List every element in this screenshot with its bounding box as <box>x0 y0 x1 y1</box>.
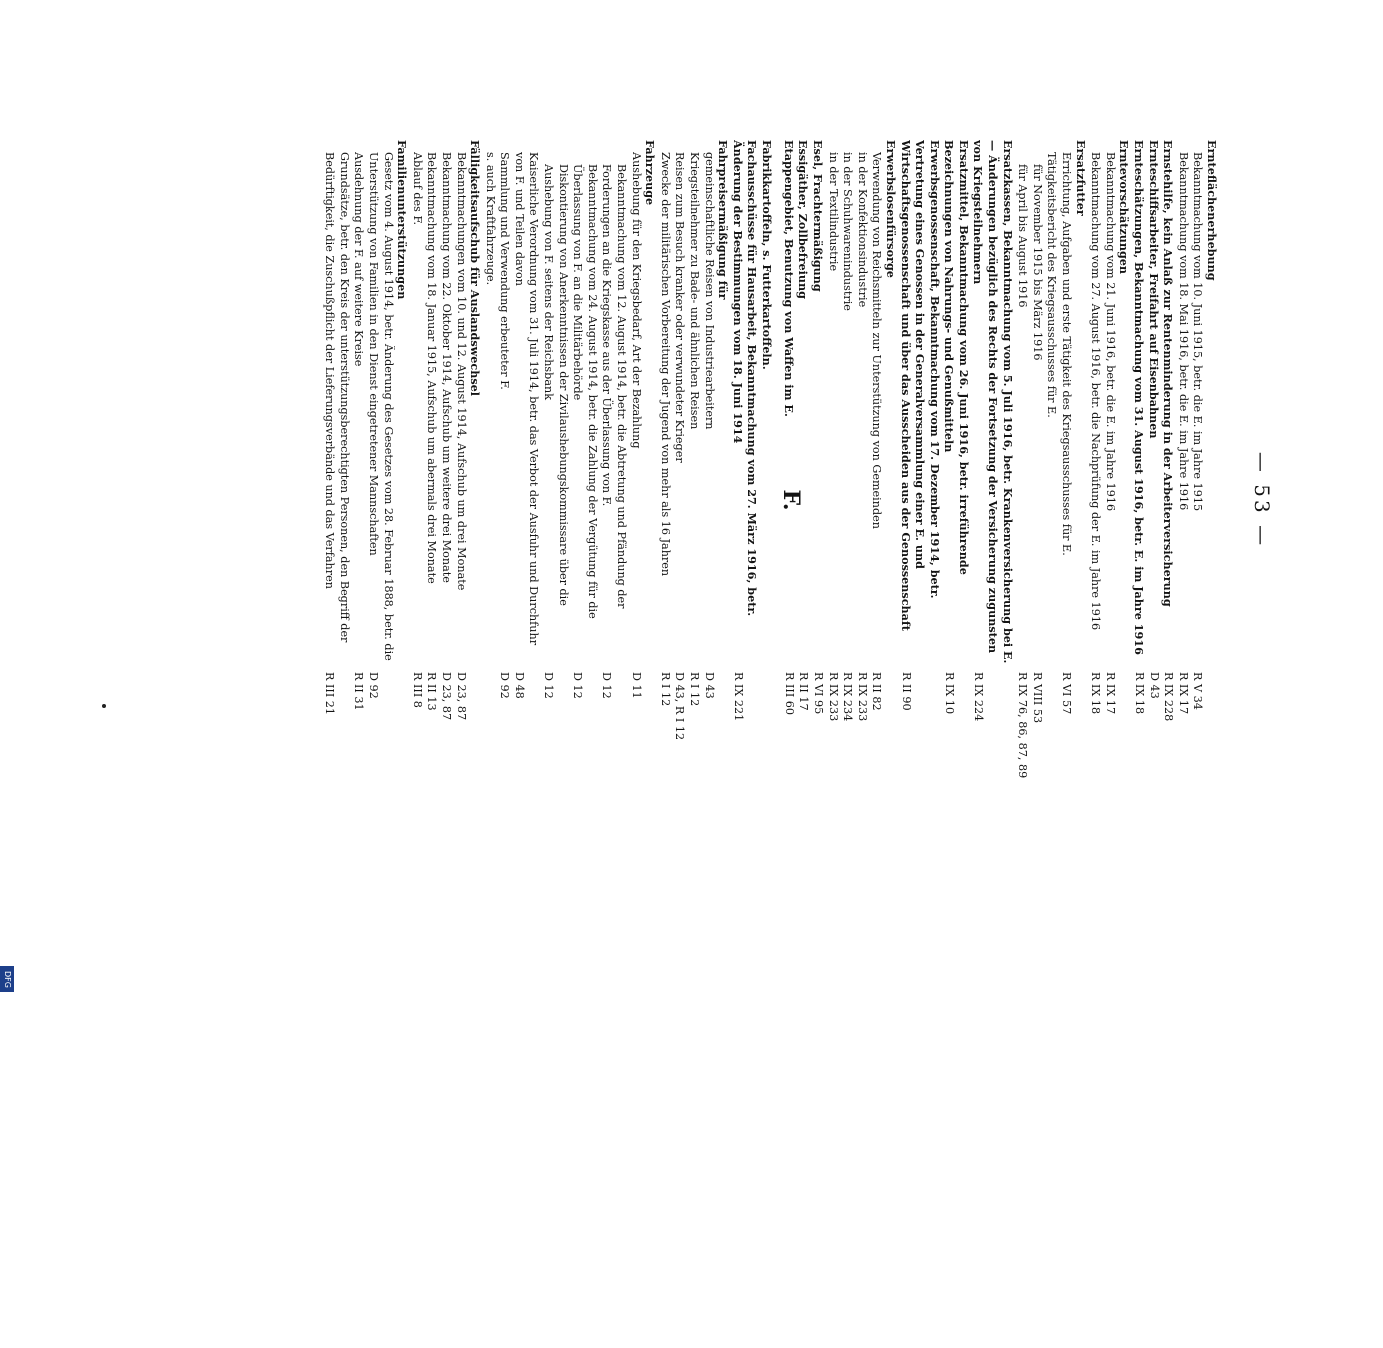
entry-text: Ernstehilfe, kein Anlaß zur Rentenminderung in der Arbeiterversicherung <box>1161 140 1176 607</box>
entry-text: Verwendung von Reichsmitteln zur Unterstützung von Gemeinden <box>870 152 884 529</box>
entry-reference: D 12 <box>542 672 556 699</box>
entry-reference: R IX 18 <box>1089 672 1103 715</box>
entry-text: Bekanntmachungen vom 10. und 12. August 1914, Aufschub um drei Monate <box>454 152 468 591</box>
entry-text: Bekanntmachung vom 27. August 1916, betr. die Nachprüfung der E. im Jahre 1916 <box>1089 152 1103 631</box>
entry-text: Kriegsteilnehmer zu Bade- und ähnlichen Reisen <box>688 152 702 430</box>
entry-text: in der Schuhwarenindustrie <box>841 152 855 311</box>
index-entry <box>1204 140 1219 780</box>
index-entry <box>1117 140 1132 780</box>
index-entry <box>482 140 497 780</box>
entry-reference: R II 17 <box>797 672 811 711</box>
index-entry <box>1015 140 1030 780</box>
entry-text: Erntevorschätzungen <box>1117 140 1132 275</box>
entry-reference: R II 90 <box>899 672 913 711</box>
entry-text: s. auch Kraftfahrzeuge. <box>483 152 497 286</box>
entry-reference: R III 21 <box>323 672 337 716</box>
index-page <box>134 140 1274 860</box>
entry-reference: R IX 233 <box>855 672 869 722</box>
entry-text: Fabrikkartoffeln, s. Futterkartoffeln. <box>760 140 774 370</box>
index-entry <box>468 140 483 780</box>
entry-reference: R II 31 <box>352 672 366 711</box>
entry-reference: D 43, R I 12 <box>673 672 687 741</box>
index-entry <box>351 140 366 780</box>
entry-text: Bekanntmachung vom 22. Oktober 1914, Aufschub um weitere drei Monate <box>439 152 453 583</box>
entry-reference: R II 82 <box>870 672 884 711</box>
entry-reference: D 92 <box>366 672 380 699</box>
index-entry <box>730 140 759 780</box>
index-entry <box>1131 140 1146 780</box>
index-entry <box>628 140 643 780</box>
index-entry <box>570 140 599 780</box>
index-entry <box>1146 140 1161 780</box>
entry-reference: R IX 17 <box>1103 672 1117 715</box>
entry-text: Ausdehnung der F. auf weitere Kreise <box>352 152 366 367</box>
entry-text: Diskontierung von Anerkenntnissen der Zivilaushebungskommissare über die Aushebung von F. seitens der Reichsbank <box>542 164 570 606</box>
entry-text: Fachausschüsse für Hausarbeit, Bekanntmachung vom 27. März 1916, betr. Änderung der Bestimmungen vom 18. Juni 1914 <box>730 140 760 617</box>
page-number: — 53 — <box>1250 451 1274 549</box>
section-letter: F. <box>778 489 804 511</box>
entry-reference: D 11 <box>629 672 643 699</box>
entry-reference: R IX 18 <box>1133 672 1147 715</box>
entry-reference: D 48 <box>512 672 526 699</box>
entry-text: Sammlung und Verwendung erbeuteter F. <box>498 152 512 390</box>
index-entry <box>810 140 825 780</box>
entry-text: Ersatzfutter <box>1073 140 1088 216</box>
entry-reference: D 12 <box>571 672 585 699</box>
entry-reference: R IX 228 <box>1162 672 1176 722</box>
entry-reference: D 43 <box>1147 672 1161 699</box>
index-entry <box>599 140 628 780</box>
entry-text: Tätigkeitsbericht des Kriegsausschusses für E. <box>1045 152 1059 418</box>
entry-text: Gesetz vom 4. August 1914, betr. Änderung des Gesetzes vom 28. Februar 1888, betr. die Unterstützung von Familien in den Dienst eingetretener Mannschaften <box>366 152 395 661</box>
entry-reference: R IX 224 <box>972 672 986 722</box>
entry-reference: R III 8 <box>410 672 424 708</box>
entry-reference: R V 34 <box>1191 672 1205 710</box>
index-entry <box>511 140 540 780</box>
dfg-logo <box>0 966 14 992</box>
entry-text: Familienunterstützungen <box>395 140 410 300</box>
entry-text: Fahrpreisermäßigung für <box>716 140 731 300</box>
ink-dot <box>102 704 106 708</box>
entry-text: Ersatzmittel, Bekanntmachung vom 26. Juni 1916, betr. irreführende Bezeichnungen von Nahrungs- und Genußmitteln <box>942 140 971 575</box>
index-entry <box>643 140 658 780</box>
index-entry <box>716 140 731 780</box>
index-entry <box>1044 140 1059 780</box>
index-entry <box>1073 140 1088 780</box>
index-entry <box>322 140 351 780</box>
entry-text: Ernteschätzungen, Bekanntmachung vom 31. August 1916, betr. E. im Jahre 1916 <box>1132 140 1147 655</box>
index-entry <box>701 140 716 780</box>
entry-text: Bekanntmachung vom 21. Juni 1916, betr. die E. im Jahre 1916 <box>1103 152 1117 512</box>
entry-text: Etappengebiet, Benutzung von Waffen im E. <box>781 140 796 417</box>
index-entry <box>898 140 942 780</box>
entry-text: Bekanntmachung vom 18. Mai 1916, betr. die E. im Jahre 1916 <box>1176 152 1190 511</box>
entry-text: Reisen zum Besuch kranker oder verwundeter Krieger <box>673 152 687 463</box>
index-entry <box>438 140 453 780</box>
index-entry <box>883 140 898 780</box>
index-entry <box>453 140 468 780</box>
index-entry <box>541 140 570 780</box>
index-entry <box>424 140 439 780</box>
index-entry <box>1190 140 1205 780</box>
entry-text: Fahrzeuge <box>643 140 658 206</box>
entry-text: für April bis August 1916 <box>1016 164 1030 308</box>
entry-text: Essigäther, Zollbefreiung <box>796 140 811 299</box>
entry-text: Bekanntmachung vom 18. Januar 1915, Aufschub um abermals drei Monate <box>425 152 439 584</box>
entry-text: für November 1915 bis März 1916 <box>1030 164 1044 361</box>
entry-text: Kaiserliche Verordnung vom 31. Juli 1914, betr. das Verbot der Ausfuhr und Durchfuhr von F. und Teilen davon <box>512 152 541 646</box>
entry-text: Fälligkeitsaufschub für Auslandswechsel <box>468 140 483 396</box>
entry-reference: R IX 233 <box>826 672 840 722</box>
entry-reference: R IX 76, 86, 87, 89 <box>1016 672 1030 779</box>
entry-text: Ablauf des F. <box>410 152 424 226</box>
index-entry <box>854 140 869 780</box>
entry-reference: R I 12 <box>658 672 672 707</box>
entry-text: Ersatzkassen, Bekanntmachung vom 5. Juli 1916, betr. Krankenversicherung bei E. — Änderungen bezüglich des Rechts der Fortsetzung der Versicherung zugunsten von Kriegsteilnehmern <box>971 140 1015 664</box>
entry-text: Bekanntmachung vom 12. August 1914, betr. die Abtretung und Pfändung der Forderungen an die Kriegskasse aus der Überlassung von F. <box>600 164 629 609</box>
index-entry <box>1029 140 1044 780</box>
index-entry <box>759 140 774 780</box>
index-entry <box>497 140 512 780</box>
entry-text: Ernteflächenerhebung <box>1205 140 1219 281</box>
index-entry <box>409 140 424 780</box>
entry-reference: D 92 <box>498 672 512 699</box>
index-entry <box>1175 140 1190 780</box>
entry-reference: R VI 57 <box>1060 672 1074 715</box>
entry-text: Grundsätze, betr. den Kreis der unterstützungsberechtigten Personen, den Begriff der Bedürftigkeit, die Zuschußpflicht der Lieferungsverbände und das Verfahren <box>323 152 351 643</box>
index-entry <box>657 140 672 780</box>
index-entry <box>672 140 687 780</box>
index-entry <box>1102 140 1117 780</box>
entry-text: in der Textilindustrie <box>826 152 840 272</box>
index-entry <box>395 140 410 780</box>
index-entry <box>840 140 855 780</box>
index-entry <box>1088 140 1103 780</box>
entry-reference: R IX 17 <box>1176 672 1190 715</box>
index-entry <box>971 140 1015 780</box>
index-block-f <box>322 140 774 780</box>
entry-reference: R I 12 <box>688 672 702 707</box>
entry-text: Erwerbslosenfürsorge <box>883 140 898 278</box>
index-block-e <box>781 140 1219 780</box>
entry-reference: R VI 95 <box>811 672 825 715</box>
index-entry <box>869 140 884 780</box>
index-entry <box>1161 140 1176 780</box>
entry-text: Errichtung, Aufgaben und erste Tätigkeit des Kriegsausschusses für E. <box>1060 152 1074 556</box>
entry-text: gemeinschaftliche Reisen von Industriearbeitern <box>702 152 716 430</box>
entry-reference: D 23, 87 <box>454 672 468 721</box>
entry-text: Esel, Frachtermäßigung <box>810 140 825 292</box>
entry-reference: D 12 <box>600 672 614 699</box>
entry-reference: R IX 10 <box>943 672 957 715</box>
entry-text: in der Konfektionsindustrie <box>855 152 869 308</box>
index-entry <box>825 140 840 780</box>
logo-text: DFG <box>2 970 12 988</box>
entry-reference: D 43 <box>702 672 716 699</box>
entry-reference: R III 60 <box>782 672 796 716</box>
entry-text: Ernteschiffsarbeiter, Freifahrt auf Eisenbahnen <box>1146 140 1161 439</box>
entry-reference: D 23, 87 <box>439 672 453 721</box>
entry-reference: R IX 234 <box>841 672 855 722</box>
entry-text: Bekanntmachung vom 10. Juni 1915, betr. die E. im Jahre 1915 <box>1191 152 1205 512</box>
entry-reference: R IX 221 <box>731 672 745 722</box>
entry-text: Erwerbsgenossenschaft, Bekanntmachung vom 17. Dezember 1914, betr. Vertretung eines Genossen in der Generalversammlung einer E. und Wirtschaftsgenossenschaft und über das Ausscheiden aus der Genossenschaft <box>898 140 942 631</box>
entry-reference: R VIII 53 <box>1030 672 1044 724</box>
index-entry <box>942 140 971 780</box>
entry-text: Zwecke der militärischen Vorbereitung der Jugend von mehr als 16 Jahren <box>658 152 672 577</box>
index-entry <box>365 140 394 780</box>
index-entry <box>1058 140 1073 780</box>
index-entry <box>686 140 701 780</box>
entry-text: Aushebung für den Kriegsbedarf, Art der Bezahlung <box>629 152 643 449</box>
entry-text: Bekanntmachung vom 24. August 1914, betr. die Zahlung der Vergütung für die Überlassung von F. an die Militärbehörde <box>571 164 599 619</box>
entry-reference: R II 13 <box>425 672 439 711</box>
